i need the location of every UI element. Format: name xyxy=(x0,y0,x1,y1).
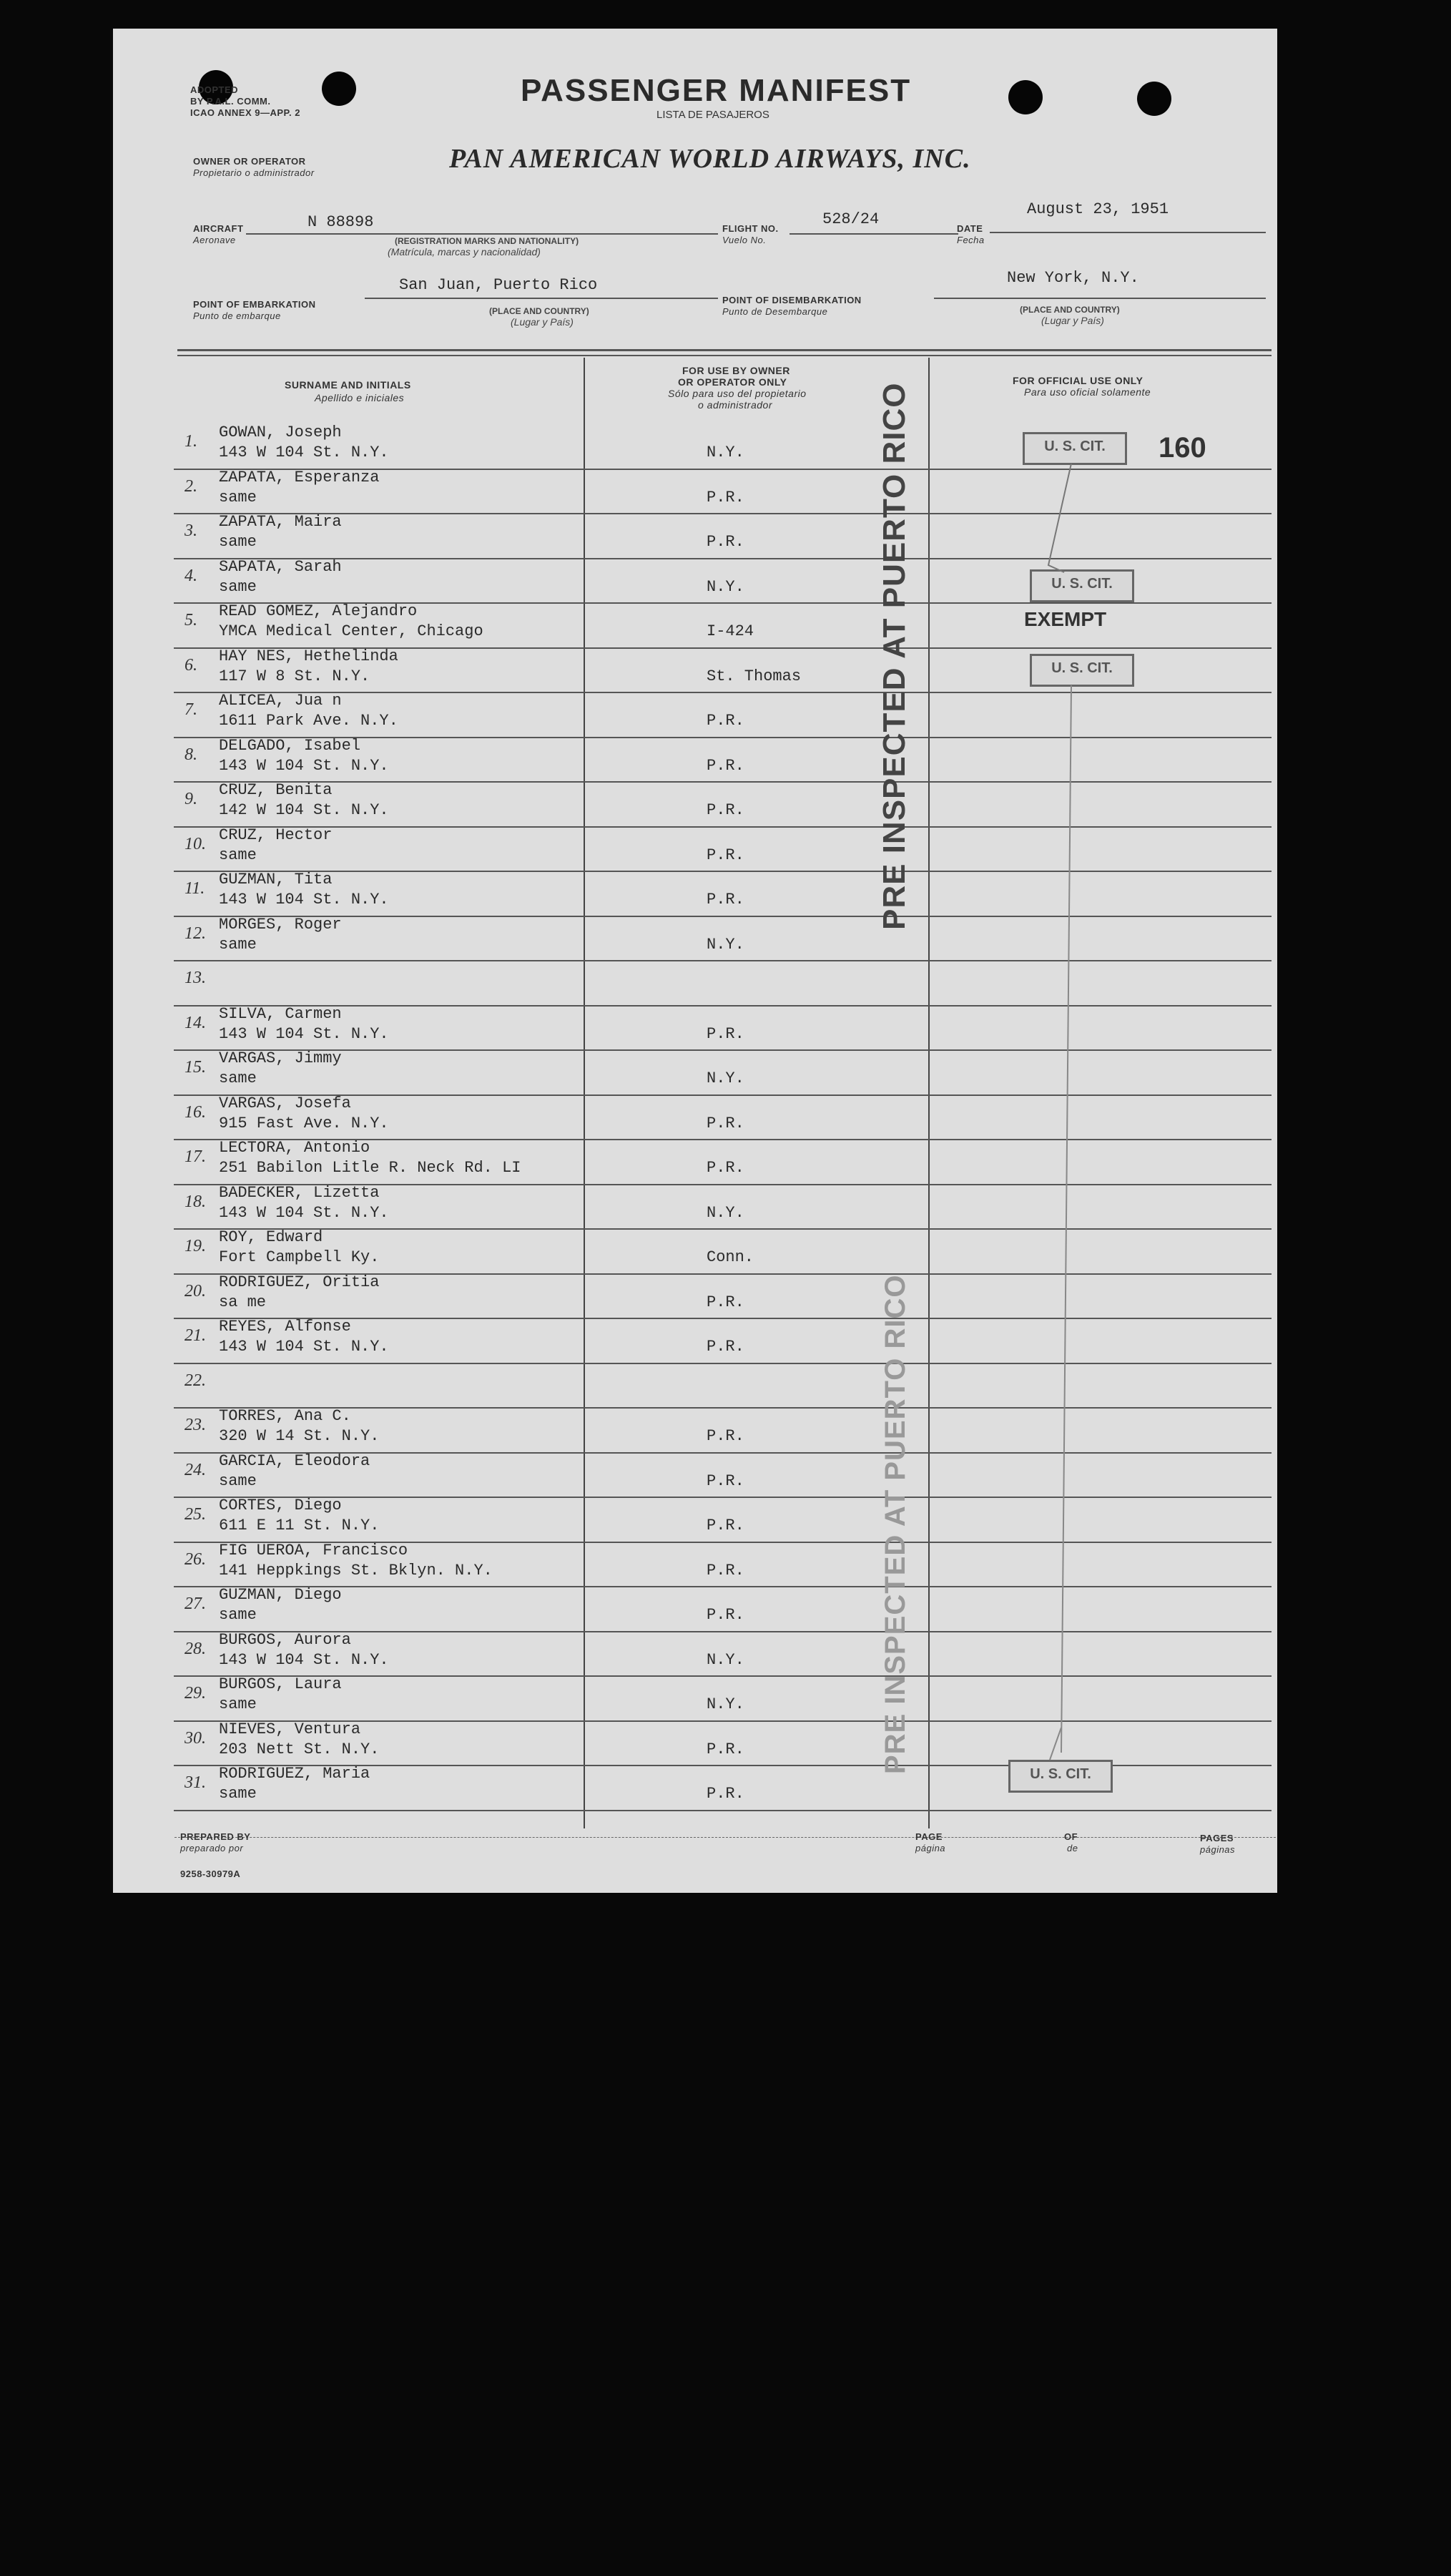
passenger-code: P.R. xyxy=(707,801,744,819)
disembark-underline xyxy=(934,298,1266,299)
prepared-label: PREPARED BY xyxy=(180,1831,251,1842)
aircraft-value: N 88898 xyxy=(308,213,374,231)
col2-head-es-1: Sólo para uso del propietario xyxy=(668,388,807,399)
passenger-code: P.R. xyxy=(707,1517,744,1534)
col2-head-2: OR OPERATOR ONLY xyxy=(678,376,787,388)
pencil-marks xyxy=(993,458,1136,1767)
passenger-name: SILVA, Carmen xyxy=(219,1004,342,1023)
passenger-address: same xyxy=(219,935,257,954)
passenger-address: same xyxy=(219,533,257,551)
passenger-address: same xyxy=(219,577,257,596)
passenger-address: same xyxy=(219,488,257,506)
passenger-address: 143 W 104 St. N.Y. xyxy=(219,756,389,775)
flight-label-es: Vuelo No. xyxy=(722,235,767,245)
row-number: 24. xyxy=(185,1460,206,1479)
col3-head-es: Para uso oficial solamente xyxy=(1024,386,1151,398)
date-label-es: Fecha xyxy=(957,235,985,245)
passenger-name: FIG UEROA, Francisco xyxy=(219,1541,408,1559)
passenger-name: GUZMAN, Diego xyxy=(219,1586,342,1604)
row-number: 13. xyxy=(185,969,206,987)
of-label-es: de xyxy=(1067,1843,1078,1853)
passenger-name: RODRIGUEZ, Oritia xyxy=(219,1273,380,1291)
place-label-2: (PLACE AND COUNTRY) xyxy=(1020,305,1120,315)
passenger-address: 915 Fast Ave. N.Y. xyxy=(219,1114,389,1132)
passenger-code: P.R. xyxy=(707,1606,744,1624)
col1-head-es: Apellido e iniciales xyxy=(315,392,405,403)
passenger-address: Fort Campbell Ky. xyxy=(219,1248,380,1266)
form-ref-1: ADOPTED xyxy=(190,84,239,95)
row-number: 6. xyxy=(185,655,197,675)
passenger-name: ALICEA, Jua n xyxy=(219,692,342,710)
page-subtitle: LISTA DE PASAJEROS xyxy=(656,109,769,121)
table-top-rule xyxy=(177,349,1272,351)
row-number: 3. xyxy=(185,521,197,540)
passenger-code: P.R. xyxy=(707,712,744,730)
passenger-name: GUZMAN, Tita xyxy=(219,871,333,888)
passenger-address: 143 W 104 St. N.Y. xyxy=(219,1203,389,1222)
disembark-label-es: Punto de Desembarque xyxy=(722,306,828,317)
row-number: 5. xyxy=(185,611,197,630)
passenger-address: same xyxy=(219,1606,257,1624)
passenger-code: Conn. xyxy=(707,1248,754,1266)
passenger-name: GOWAN, Joseph xyxy=(219,423,342,441)
row-number: 16. xyxy=(185,1102,206,1122)
row-number: 17. xyxy=(185,1147,206,1166)
passenger-name: MORGES, Roger xyxy=(219,915,342,934)
embark-value: San Juan, Puerto Rico xyxy=(399,276,598,294)
place-label-es-2: (Lugar y País) xyxy=(1041,315,1104,326)
passenger-code: N.Y. xyxy=(707,935,744,954)
passenger-code: N.Y. xyxy=(707,1069,744,1087)
passenger-address: same xyxy=(219,1069,257,1087)
passenger-name: READ GOMEZ, Alejandro xyxy=(219,602,418,620)
passenger-count: 160 xyxy=(1159,432,1206,464)
row-number: 11. xyxy=(185,879,205,898)
passenger-code: P.R. xyxy=(707,1024,744,1043)
flight-value: 528/24 xyxy=(822,210,880,228)
disembark-value: New York, N.Y. xyxy=(1007,269,1139,287)
aircraft-underline xyxy=(246,233,718,235)
passenger-address: 143 W 104 St. N.Y. xyxy=(219,1024,389,1043)
row-number: 18. xyxy=(185,1192,206,1211)
pre-inspected-stamp-2: PRE INSPECTED AT PUERTO RICO xyxy=(880,1274,911,1774)
page-title: PASSENGER MANIFEST xyxy=(521,73,912,108)
us-cit-stamp-2: U. S. CIT. xyxy=(1030,569,1134,602)
row-number: 15. xyxy=(185,1058,206,1077)
passenger-code: P.R. xyxy=(707,846,744,864)
place-label-1: (PLACE AND COUNTRY) xyxy=(489,306,589,316)
owner-label-es: Propietario o administrador xyxy=(193,167,315,178)
row-number: 12. xyxy=(185,924,206,943)
passenger-name: BURGOS, Laura xyxy=(219,1675,342,1693)
manifest-page xyxy=(113,29,1277,1893)
col3-head: FOR OFFICIAL USE ONLY xyxy=(1013,375,1143,386)
passenger-code: N.Y. xyxy=(707,1650,744,1669)
passenger-code: P.R. xyxy=(707,1338,744,1356)
owner-label: OWNER OR OPERATOR xyxy=(193,156,306,167)
owner-value: PAN AMERICAN WORLD AIRWAYS, INC. xyxy=(449,144,971,174)
passenger-name: HAY NES, Hethelinda xyxy=(219,647,398,665)
us-cit-stamp-1: U. S. CIT. xyxy=(1023,432,1127,465)
passenger-name: BADECKER, Lizetta xyxy=(219,1183,380,1202)
place-label-es-1: (Lugar y País) xyxy=(511,316,574,328)
passenger-address: 320 W 14 St. N.Y. xyxy=(219,1427,380,1445)
print-code: 9258-30979A xyxy=(180,1869,241,1879)
registration-label-es: (Matrícula, marcas y nacionalidad) xyxy=(388,246,541,258)
passenger-code: P.R. xyxy=(707,488,744,506)
passenger-address: same xyxy=(219,1471,257,1490)
passenger-name: CRUZ, Benita xyxy=(219,781,333,799)
passenger-name: VARGAS, Josefa xyxy=(219,1094,351,1112)
row-number: 25. xyxy=(185,1505,206,1524)
row-number: 31. xyxy=(185,1773,206,1792)
passenger-name: ZAPATA, Esperanza xyxy=(219,468,380,486)
column-divider-1 xyxy=(584,358,585,1828)
row-number: 2. xyxy=(185,476,197,496)
passenger-address: 142 W 104 St. N.Y. xyxy=(219,801,389,819)
prepared-label-es: preparado por xyxy=(180,1843,244,1853)
passenger-code: N.Y. xyxy=(707,1203,744,1222)
passenger-address: sa me xyxy=(219,1293,267,1311)
embark-label-es: Punto de embarque xyxy=(193,310,281,321)
passenger-name: CRUZ, Hector xyxy=(219,826,333,844)
column-divider-2 xyxy=(928,358,930,1828)
col2-head-es-2: o administrador xyxy=(698,399,772,411)
table-top-rule-2 xyxy=(177,355,1272,356)
aircraft-label-es: Aeronave xyxy=(193,235,236,245)
row-number: 28. xyxy=(185,1639,206,1658)
row-number: 29. xyxy=(185,1684,206,1703)
passenger-address: 141 Heppkings St. Bklyn. N.Y. xyxy=(219,1561,493,1580)
passenger-name: TORRES, Ana C. xyxy=(219,1407,351,1425)
date-value: August 23, 1951 xyxy=(1027,200,1169,218)
passenger-address: 143 W 104 St. N.Y. xyxy=(219,444,389,461)
passenger-address: 117 W 8 St. N.Y. xyxy=(219,667,370,685)
row-number: 27. xyxy=(185,1595,206,1613)
form-ref-3: ICAO ANNEX 9—APP. 2 xyxy=(190,107,300,118)
passenger-code: P.R. xyxy=(707,1785,744,1803)
passenger-code: P.R. xyxy=(707,1471,744,1490)
passenger-name: SAPATA, Sarah xyxy=(219,557,342,576)
row-number: 23. xyxy=(185,1416,206,1434)
passenger-code: P.R. xyxy=(707,756,744,775)
row-number: 9. xyxy=(185,790,197,808)
passenger-name: CORTES, Diego xyxy=(219,1497,342,1514)
passenger-address: 611 E 11 St. N.Y. xyxy=(219,1517,380,1534)
passenger-code: N.Y. xyxy=(707,1695,744,1713)
passenger-code: P.R. xyxy=(707,1740,744,1758)
pre-inspected-stamp-1: PRE INSPECTED AT PUERTO RICO xyxy=(877,382,912,930)
us-cit-stamp-4: U. S. CIT. xyxy=(1008,1760,1113,1793)
disembark-label: POINT OF DISEMBARKATION xyxy=(722,295,862,305)
footer-rule xyxy=(174,1837,1276,1838)
flight-label: FLIGHT NO. xyxy=(722,223,779,234)
passenger-code: I-424 xyxy=(707,622,754,640)
row-number: 22. xyxy=(185,1371,206,1390)
passenger-name: ZAPATA, Maira xyxy=(219,513,342,531)
of-label: OF xyxy=(1064,1831,1078,1842)
col1-head: SURNAME AND INITIALS xyxy=(285,379,411,391)
punch-hole xyxy=(1137,82,1171,116)
row-number: 14. xyxy=(185,1013,206,1032)
passenger-address: same xyxy=(219,1785,257,1803)
passenger-address: 1611 Park Ave. N.Y. xyxy=(219,712,398,730)
pages-label: PAGES xyxy=(1200,1833,1234,1843)
punch-hole xyxy=(1008,80,1043,114)
passenger-address: same xyxy=(219,1695,257,1713)
passenger-code: St. Thomas xyxy=(707,667,802,685)
embark-label: POINT OF EMBARKATION xyxy=(193,299,316,310)
row-number: 26. xyxy=(185,1549,206,1569)
passenger-name: LECTORA, Antonio xyxy=(219,1139,370,1157)
passenger-name: BURGOS, Aurora xyxy=(219,1630,351,1649)
date-underline xyxy=(990,232,1266,233)
passenger-address: 203 Nett St. N.Y. xyxy=(219,1740,380,1758)
row-number: 21. xyxy=(185,1326,206,1345)
passenger-code: P.R. xyxy=(707,1293,744,1311)
row-number: 4. xyxy=(185,566,197,585)
date-label: DATE xyxy=(957,223,983,234)
row-number: 10. xyxy=(185,834,206,853)
exempt-stamp: EXEMPT xyxy=(1024,608,1107,630)
punch-hole xyxy=(322,72,356,106)
passenger-code: P.R. xyxy=(707,891,744,909)
passenger-address: 251 Babilon Litle R. Neck Rd. LI xyxy=(219,1159,521,1177)
passenger-address: YMCA Medical Center, Chicago xyxy=(219,622,483,640)
passenger-code: P.R. xyxy=(707,1427,744,1445)
col2-head-1: FOR USE BY OWNER xyxy=(682,365,790,376)
passenger-code: P.R. xyxy=(707,1561,744,1580)
passenger-code: P.R. xyxy=(707,1114,744,1132)
row-number: 7. xyxy=(185,700,197,719)
passenger-name: NIEVES, Ventura xyxy=(219,1720,361,1738)
passenger-name: GARCIA, Eleodora xyxy=(219,1451,370,1470)
embark-underline xyxy=(365,298,718,299)
registration-label: (REGISTRATION MARKS AND NATIONALITY) xyxy=(395,236,579,246)
row-number: 19. xyxy=(185,1237,206,1255)
passenger-code: N.Y. xyxy=(707,444,744,461)
passenger-address: 143 W 104 St. N.Y. xyxy=(219,1650,389,1669)
passenger-name: REYES, Alfonse xyxy=(219,1318,351,1336)
passenger-address: 143 W 104 St. N.Y. xyxy=(219,1338,389,1356)
passenger-name: VARGAS, Jimmy xyxy=(219,1049,342,1067)
row-number: 8. xyxy=(185,745,197,764)
passenger-code: P.R. xyxy=(707,533,744,551)
form-ref-2: BY P.A.L. COMM. xyxy=(190,96,271,107)
page-label-es: página xyxy=(915,1843,946,1853)
page-label: PAGE xyxy=(915,1831,943,1842)
pages-label-es: páginas xyxy=(1200,1844,1236,1855)
row-number: 30. xyxy=(185,1728,206,1748)
passenger-address: same xyxy=(219,846,257,864)
us-cit-stamp-3: U. S. CIT. xyxy=(1030,654,1134,687)
aircraft-label: AIRCRAFT xyxy=(193,223,244,234)
passenger-name: ROY, Edward xyxy=(219,1228,323,1246)
passenger-address: 143 W 104 St. N.Y. xyxy=(219,891,389,909)
row-number: 20. xyxy=(185,1281,206,1301)
passenger-code: N.Y. xyxy=(707,577,744,596)
passenger-name: DELGADO, Isabel xyxy=(219,736,361,755)
flight-underline xyxy=(790,233,958,235)
row-number: 1. xyxy=(185,432,197,451)
passenger-name: RODRIGUEZ, Maria xyxy=(219,1765,370,1783)
row-separator xyxy=(174,1810,1272,1811)
passenger-code: P.R. xyxy=(707,1159,744,1177)
